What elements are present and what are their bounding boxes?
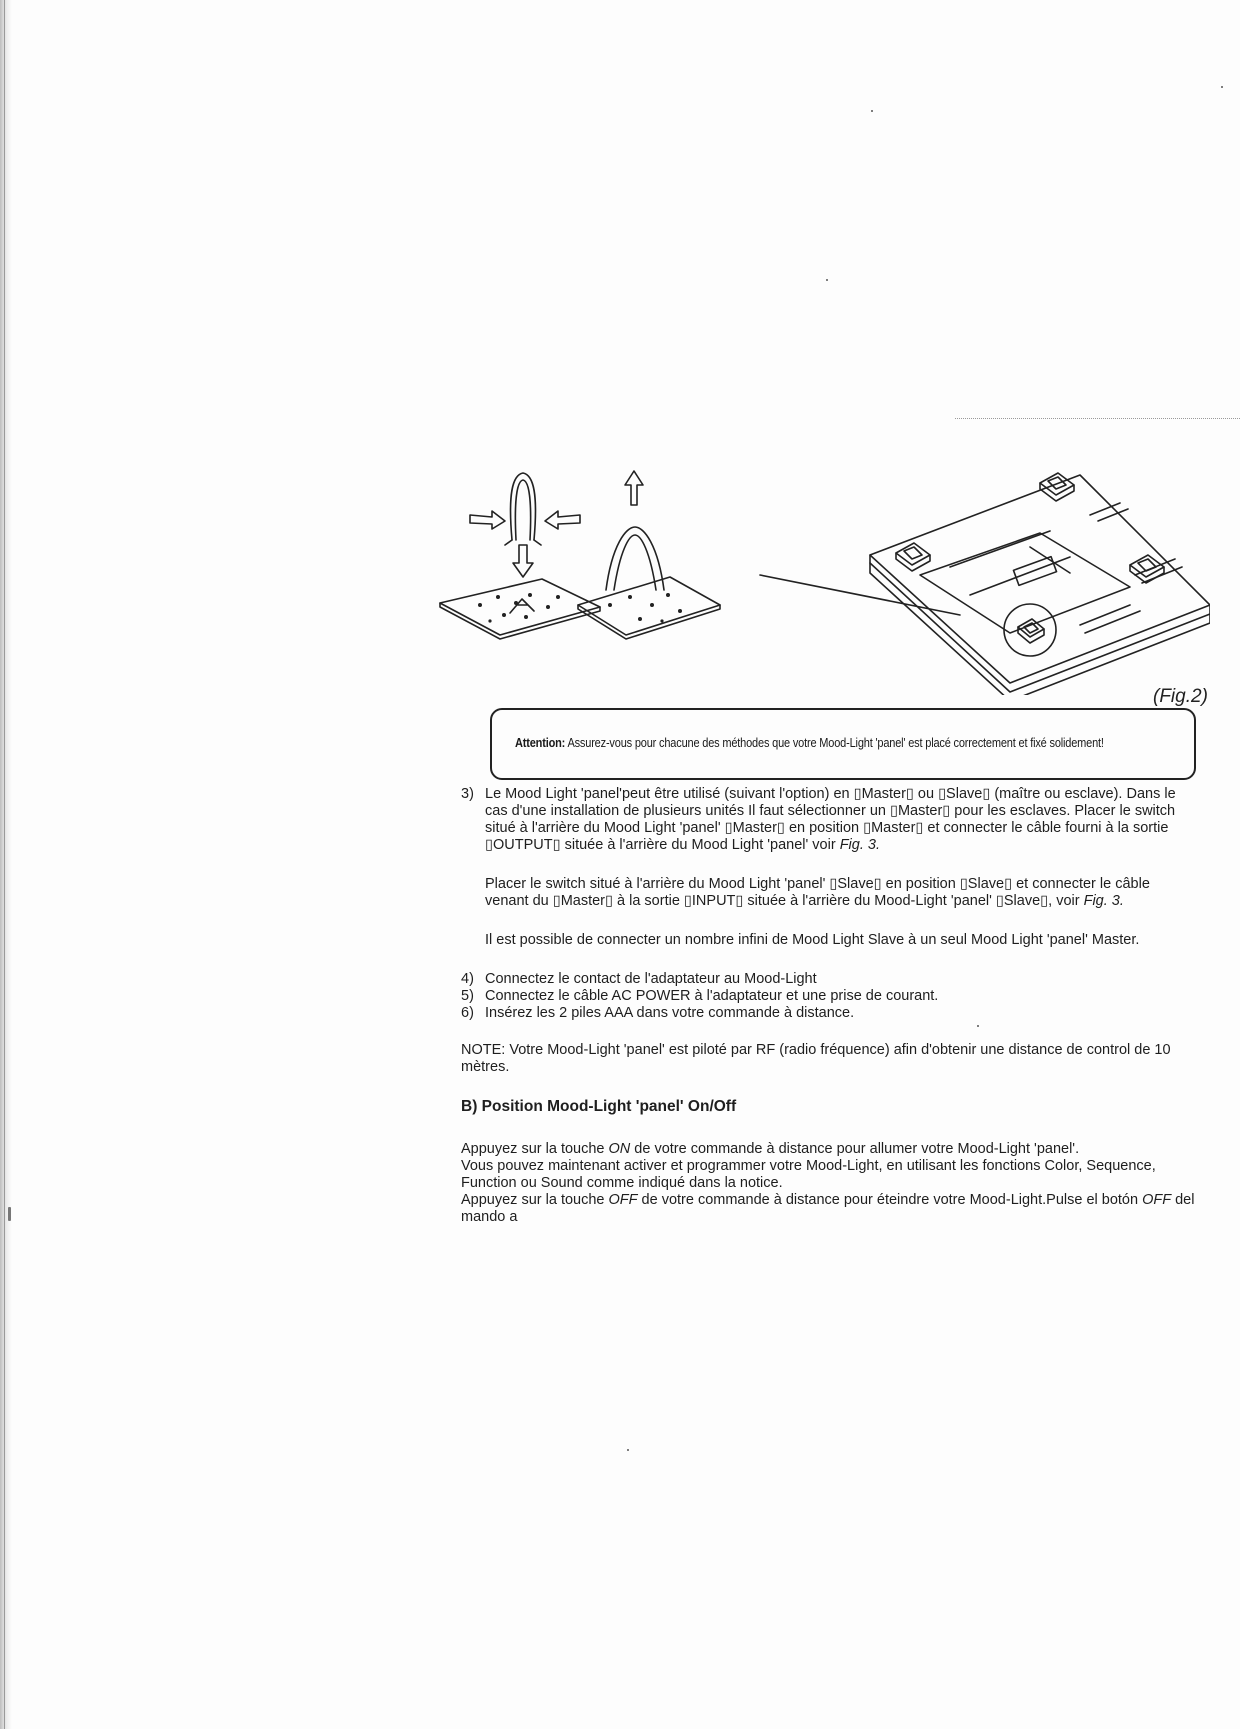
detail-circle bbox=[1004, 604, 1056, 656]
attention-message: Assurez-vous pour chacune des méthodes que votre Mood-Light 'panel' est placé correctement et fixé solidement! bbox=[565, 736, 1104, 750]
scan-line bbox=[4, 0, 5, 1729]
slave-paragraph bbox=[461, 876, 1196, 910]
attention-label: Attention: bbox=[515, 736, 566, 750]
corner-pad-2 bbox=[1040, 473, 1074, 501]
on-text-a: Appuyez sur la touche bbox=[461, 1141, 609, 1157]
attention-box bbox=[490, 708, 1196, 780]
program-instruction: Vous pouvez maintenant activer et programmer votre Mood-Light, en utilisant les fonctions Color, Sequence, Function ou Sound comme indiqué dans la notice. bbox=[461, 1158, 1156, 1191]
attention-text bbox=[515, 736, 1104, 750]
list-item-3 bbox=[461, 786, 1196, 854]
scan-speck bbox=[8, 1207, 11, 1221]
scan-speck bbox=[871, 110, 873, 112]
figure-caption: (Fig.2) bbox=[1153, 686, 1208, 707]
list-item bbox=[461, 988, 1196, 1005]
squeeze-arrow-right bbox=[545, 511, 580, 529]
fig-reference: Fig. 3. bbox=[839, 837, 880, 853]
spring-clip bbox=[510, 473, 535, 540]
on-off-instructions bbox=[461, 1141, 1196, 1226]
scan-speck bbox=[826, 279, 828, 281]
list-item bbox=[461, 971, 1196, 988]
off-text-b: de votre commande à distance pour éteindre votre Mood-Light.Pulse el botón bbox=[637, 1192, 1143, 1208]
installation-figure bbox=[430, 455, 1210, 695]
scan-speck bbox=[627, 1449, 629, 1451]
down-arrow bbox=[513, 545, 533, 577]
list-item-text: Connectez le contact de l'adaptateur au Mood-Light bbox=[485, 971, 817, 987]
scan-edge bbox=[0, 0, 12, 1729]
off-text-a: Appuyez sur la touche bbox=[461, 1192, 609, 1208]
fig-reference: Fig. 3. bbox=[1083, 893, 1124, 909]
master-slave-note: Il est possible de connecter un nombre infini de Mood Light Slave à un seul Mood Light 'panel' Master. bbox=[485, 932, 1140, 948]
list-number: 5) bbox=[461, 988, 474, 1004]
section-heading: B) Position Mood-Light 'panel' On/Off bbox=[461, 1098, 737, 1115]
panel-outer bbox=[870, 475, 1210, 683]
up-arrow bbox=[625, 471, 643, 505]
scan-speck bbox=[1221, 86, 1223, 88]
setup-list bbox=[461, 971, 1196, 1022]
on-text-b: de votre commande à distance pour allumer votre Mood-Light 'panel'. bbox=[630, 1141, 1080, 1157]
corner-pad-3 bbox=[1130, 555, 1164, 583]
slave-text: Placer le switch situé à l'arrière du Mood Light 'panel' ▯Slave▯ en position ▯Slave▯ et connecter le câble venant du ▯Master▯ à la sortie ▯INPUT▯ située à l'arrière du Mood-Light 'panel' ▯Slave▯, voir bbox=[485, 876, 1150, 909]
corner-pad-1 bbox=[896, 543, 930, 571]
rf-note: NOTE: Votre Mood-Light 'panel' est piloté par RF (radio fréquence) afin d'obtenir une distance de control de 10 mètres. bbox=[461, 1042, 1171, 1075]
on-key: ON bbox=[608, 1141, 631, 1157]
list-item-text: Insérez les 2 piles AAA dans votre commande à distance. bbox=[485, 1005, 855, 1021]
on-instruction bbox=[461, 1141, 1196, 1158]
instructions-body bbox=[461, 786, 1196, 1248]
off-text-c: del mando a bbox=[461, 1192, 1195, 1225]
off-key: OFF bbox=[608, 1192, 638, 1208]
off-key-es: OFF bbox=[1142, 1192, 1172, 1208]
squeeze-arrow-left bbox=[470, 511, 505, 529]
list-number: 6) bbox=[461, 1005, 474, 1021]
inserted-clip bbox=[606, 527, 664, 590]
off-instruction bbox=[461, 1192, 1196, 1226]
list-number: 4) bbox=[461, 971, 474, 987]
mounting-plate bbox=[440, 579, 600, 635]
list-item bbox=[461, 1005, 1196, 1022]
item3-text: Le Mood Light 'panel'peut être utilisé (suivant l'option) en ▯Master▯ ou ▯Slave▯ (maître ou esclave). Dans le cas d'une installation de plusieurs unités Il faut sélectionner un ▯Master▯ pour les esclaves. Placer le switch situé à l'arrière du Mood Light 'panel' ▯Master▯ en position ▯Master▯ et connecter le câble fourni à la sortie ▯OUTPUT▯ située à l'arrière du Mood Light 'panel' voir bbox=[485, 786, 1176, 853]
list-number: 3) bbox=[461, 786, 474, 802]
scan-noise bbox=[955, 418, 1240, 419]
list-item-text: Connectez le câble AC POWER à l'adaptateur et une prise de courant. bbox=[485, 988, 939, 1004]
